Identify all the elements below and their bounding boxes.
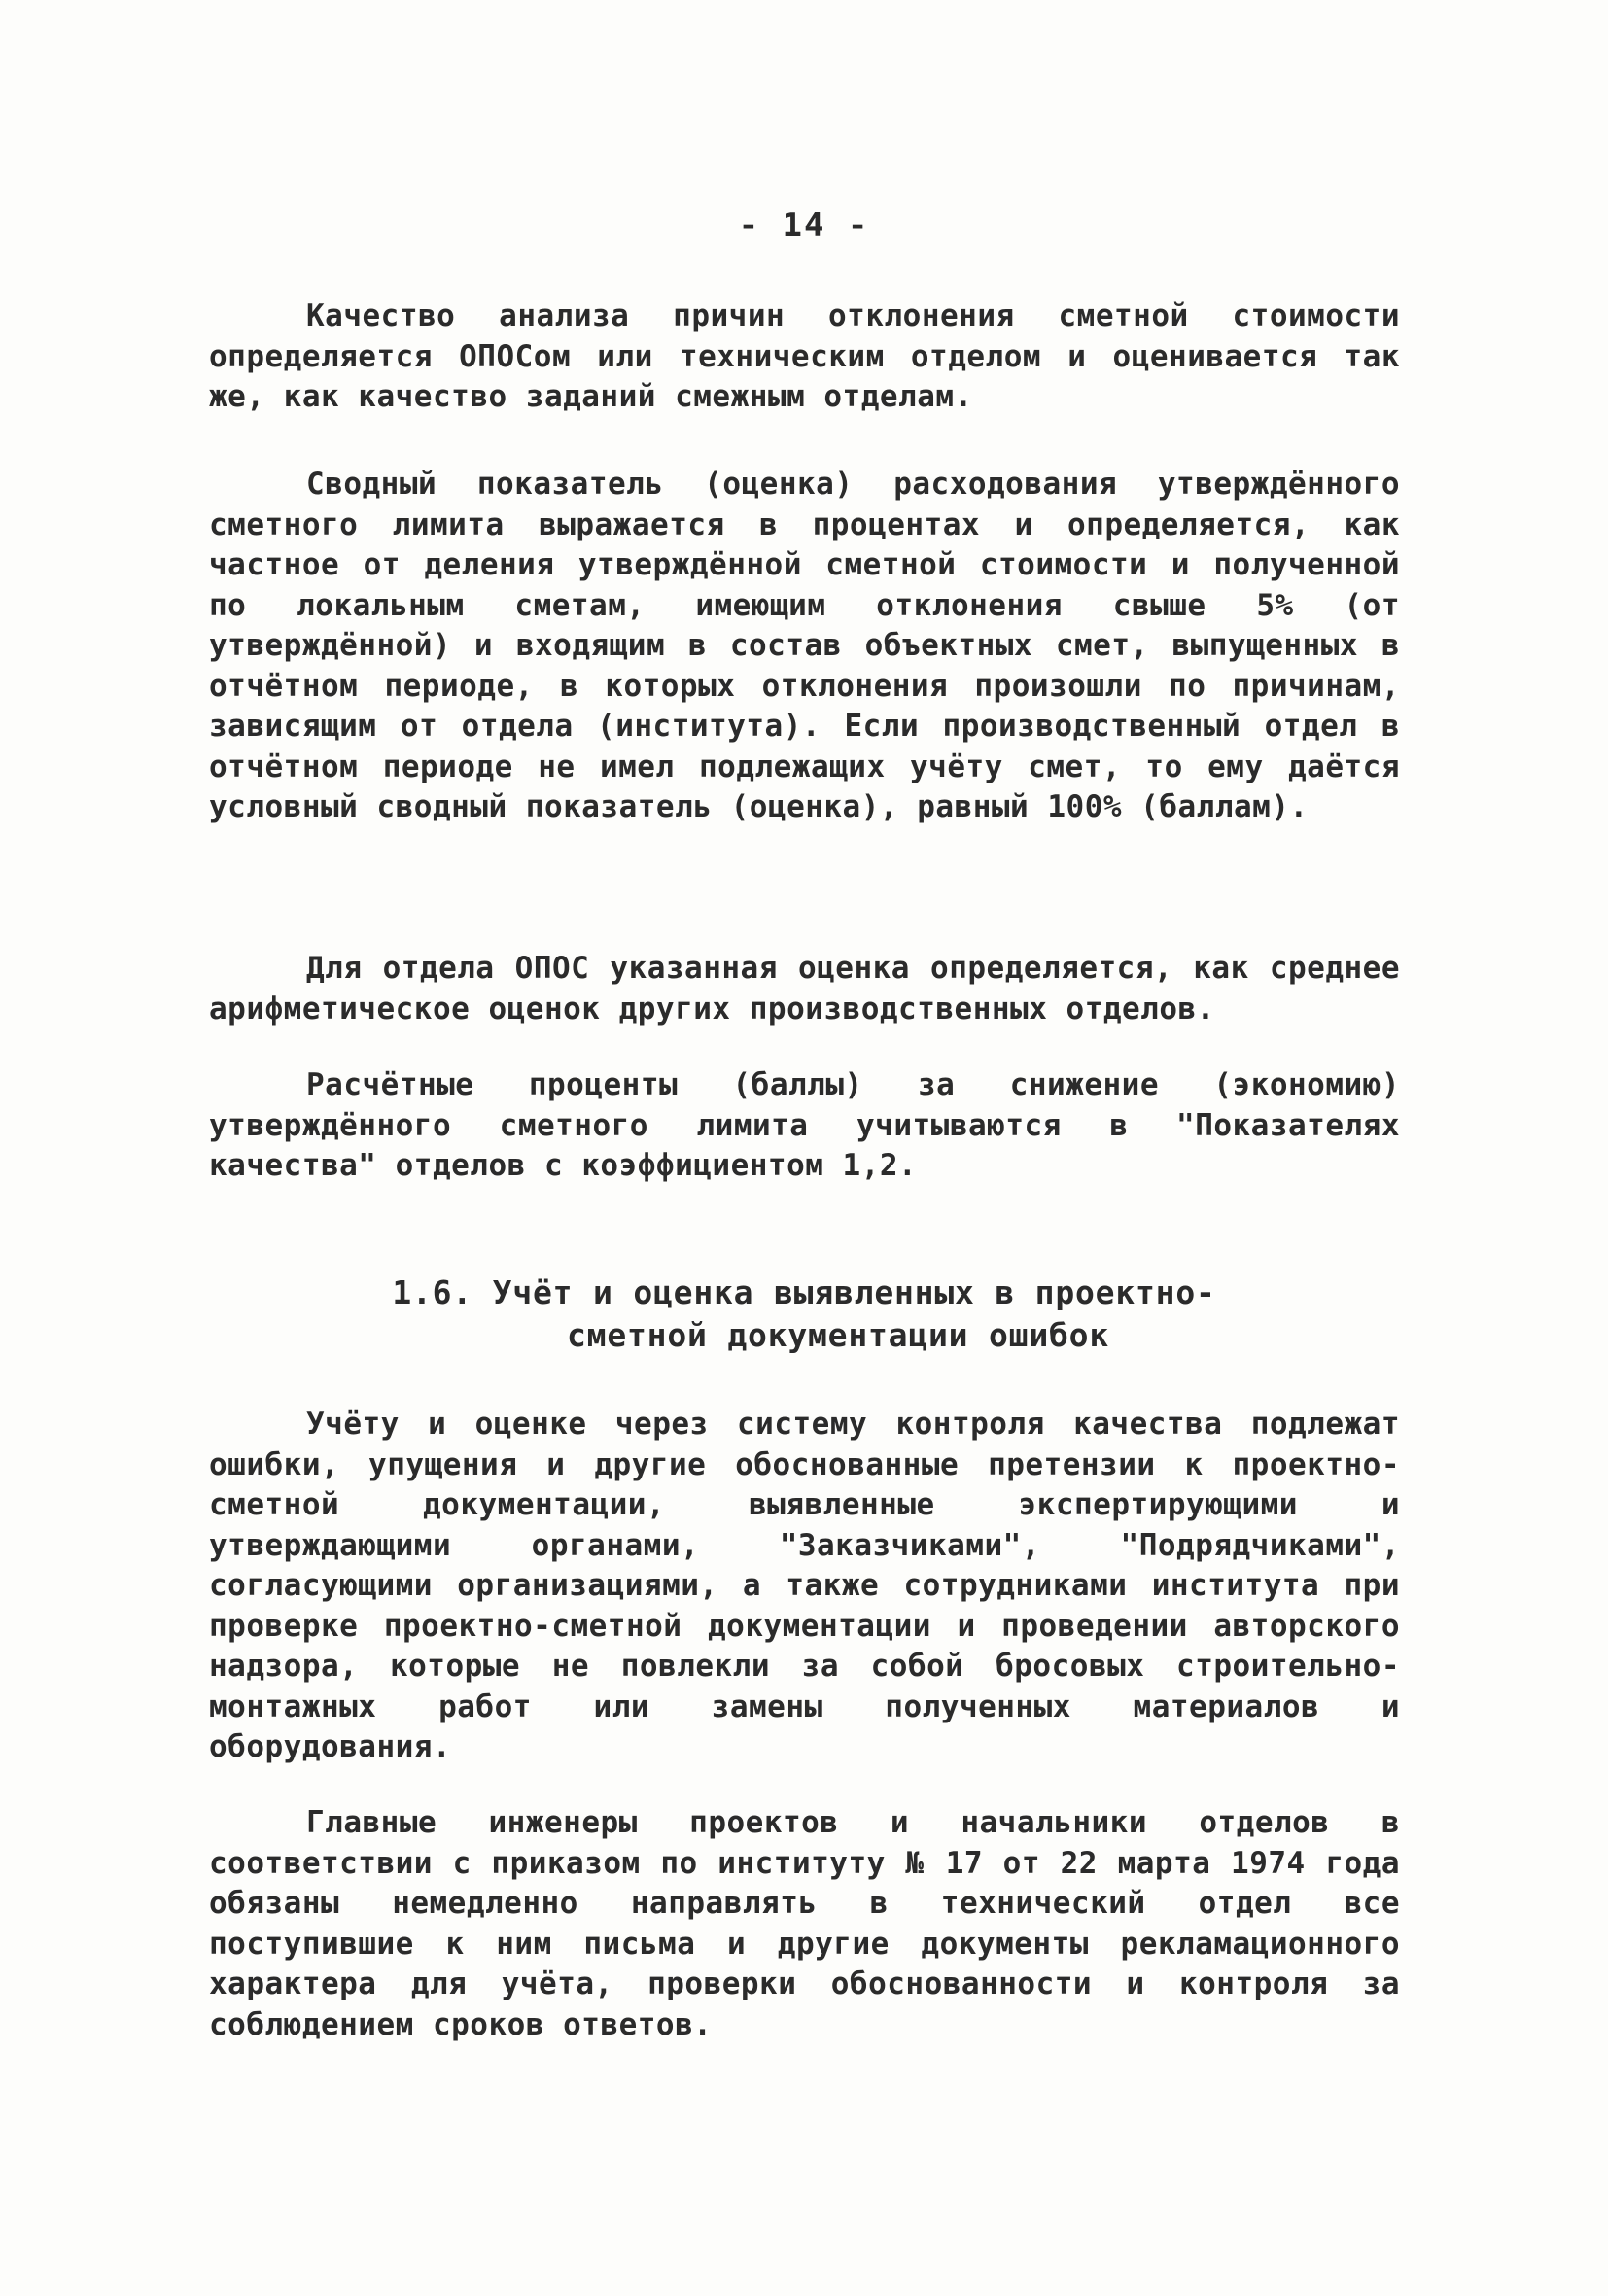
paragraph-text: Для отдела ОПОС указанная оценка определяется, как среднее арифметическое оценок других производственных отделов.: [209, 951, 1400, 1026]
paragraph-calculated-percent: [209, 1065, 1400, 1187]
paragraph-text: Расчётные проценты (баллы) за снижение (экономию) утверждённого сметного лимита учитываются в "Показателях качества" отделов с коэффициентом 1,2.: [209, 1067, 1400, 1183]
paragraph-text: Качество анализа причин отклонения сметной стоимости определяется ОПОСом или техническим отделом и оценивается так же, как качество заданий смежным отделам.: [209, 298, 1400, 414]
section-heading-line-1: 1.6. Учёт и оценка выявленных в проектно-: [392, 1273, 1216, 1311]
paragraph-errors-accounting: [209, 1405, 1400, 1768]
section-heading-line-2: сметной документации ошибок: [566, 1316, 1110, 1354]
paragraph-chief-engineers: [209, 1803, 1400, 2045]
paragraph-opos-evaluation: [209, 949, 1400, 1029]
paragraph-text: Сводный показатель (оценка) расходования утверждённого сметного лимита выражается в процентах и определяется, как частное от деления утверждённой сметной стоимости и полученной по локальным сметам, имеющим отклонения свыше 5% (от утверждённой) и входящим в состав объектных смет, выпущенных в отчётном периоде, в которых отклонения произошли по причинам, зависящим от отдела (института). Если производственный отдел в отчётном периоде не имел подлежащих учёту смет, то ему даётся условный сводный показатель (оценка), равный 100% (баллам).: [209, 467, 1400, 824]
page-number: - 14 -: [738, 206, 870, 245]
section-heading: [0, 1271, 1608, 1357]
paragraph-summary-indicator: [209, 465, 1400, 828]
paragraph-text: Главные инженеры проектов и начальники отделов в соответствии с приказом по институту № 17 от 22 марта 1974 года обязаны немедленно направлять в технический отдел все поступившие к ним письма и другие документы рекламационного характера для учёта, проверки обоснованности и контроля за соблюдением сроков ответов.: [209, 1805, 1400, 2042]
paragraph-text: Учёту и оценке через систему контроля качества подлежат ошибки, упущения и другие обоснованные претензии к проектно-сметной документации, выявленные экспертирующими и утверждающими органами, "Заказчиками", "Подрядчиками", согласующими организациями, а также сотрудниками института при проверке проектно-сметной документации и проведении авторского надзора, которые не повлекли за собой бросовых строительно-монтажных работ или замены полученных материалов и оборудования.: [209, 1407, 1400, 1764]
paragraph-analysis-quality: [209, 296, 1400, 418]
